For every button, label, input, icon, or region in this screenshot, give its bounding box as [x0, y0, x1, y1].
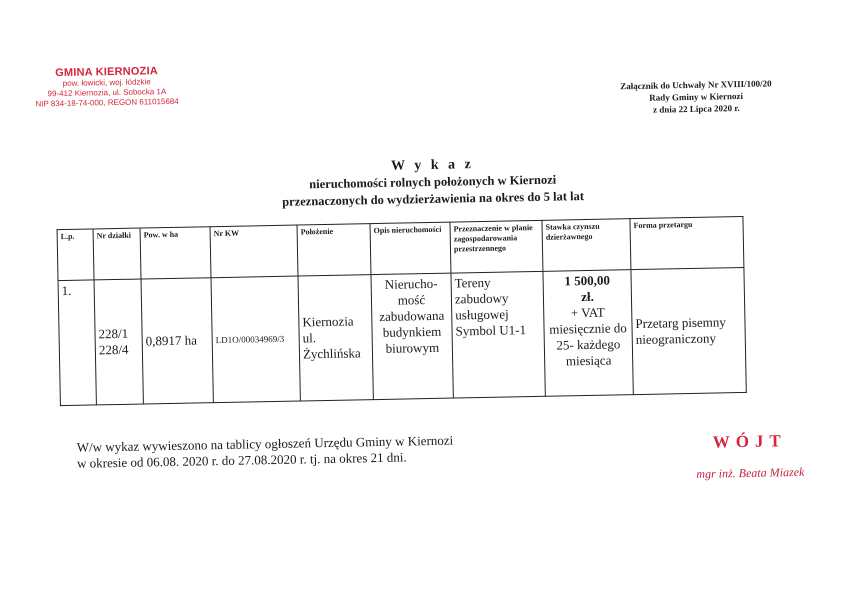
cell-opis — [371, 273, 453, 400]
annex-line3: z dnia 22 Lipca 2020 r. — [652, 103, 740, 115]
kw-text: LD1O/00034969/3 — [215, 333, 285, 346]
header-polozenie: Położenie — [297, 224, 371, 276]
signature-title: WÓJT — [712, 431, 787, 452]
przeznaczenie-text: Tereny zabudowy usługowej Symbol U1-1 — [454, 274, 527, 339]
annex-line1: Załącznik do Uchwały Nr XVIII/100/20 — [620, 78, 772, 92]
dzialki-text: 228/1 228/4 — [98, 325, 129, 358]
header-opis: Opis nieruchomości — [370, 222, 451, 275]
header-dzialki: Nr działki — [93, 228, 141, 280]
stawka-rest: + VAT miesięcznie do 25- każdego miesiąca — [549, 304, 627, 369]
cell-stawka — [543, 270, 633, 397]
footer-line1: W/w wykaz wywieszono na tablicy ogłoszeń Urzędu Gminy w Kiernozi — [76, 432, 454, 455]
header-lp: L.p. — [57, 229, 94, 281]
cell-przeznaczenie — [451, 271, 545, 398]
stamp-line2: 99-412 Kiernozia, ul. Sobocka 1A — [47, 87, 167, 99]
header-przeznaczenie: Przeznaczenie w planie zagospodarowania przestrzennego — [450, 220, 543, 273]
footer-line2: w okresie od 06.08. 2020 r. do 27.08.2020 r. tj. na okres 21 dni. — [76, 449, 407, 471]
header-kw: Nr KW — [210, 225, 298, 278]
cell-kw — [211, 276, 300, 403]
pow-text: 0,8917 ha — [145, 332, 198, 349]
title-sub2: przeznaczonych do wydzierżawienia na okres do 5 lat lat — [282, 189, 585, 209]
title-sub1: nieruchomości rolnych położonych w Kiernozi — [309, 172, 557, 192]
stamp-line3: NIP 834-18-74-000, REGON 611015684 — [35, 96, 179, 109]
polozenie-text: Kiernozia ul. Żychlińska — [302, 313, 361, 362]
table-row — [58, 267, 746, 405]
title-main: W y k a z — [390, 157, 474, 174]
stawka-amount: 1 500,00 — [564, 272, 611, 289]
municipality-stamp — [21, 65, 192, 110]
header-pow: Pow. w ha — [140, 227, 211, 279]
annex-line2: Rady Gminy w Kiernozi — [649, 90, 744, 103]
signature-name: mgr inż. Beata Miazek — [696, 464, 805, 481]
cell-polozenie — [298, 275, 373, 401]
stawka-currency: zł. — [580, 288, 594, 305]
stamp-name: GMINA KIERNOZIA — [55, 65, 159, 80]
stamp-line1: pow. łowicki, woj. łódzkie — [62, 77, 151, 89]
document-title — [247, 154, 618, 211]
forma-text: Przetarg pisemny nieograniczony — [635, 314, 726, 348]
footer-note — [77, 433, 454, 472]
cell-lp: 1. — [58, 280, 96, 406]
cell-dzialki — [94, 279, 143, 405]
property-table — [57, 216, 747, 406]
header-stawka: Stawka czynszu dzierżawnego — [542, 219, 631, 272]
opis-text: Nierucho-mość zabudowana budynkiem biurowym — [379, 275, 445, 356]
annex-note — [596, 77, 797, 117]
header-forma: Forma przetargu — [630, 216, 744, 269]
cell-forma — [631, 267, 746, 394]
cell-pow — [141, 278, 213, 404]
signature-block — [675, 430, 826, 482]
